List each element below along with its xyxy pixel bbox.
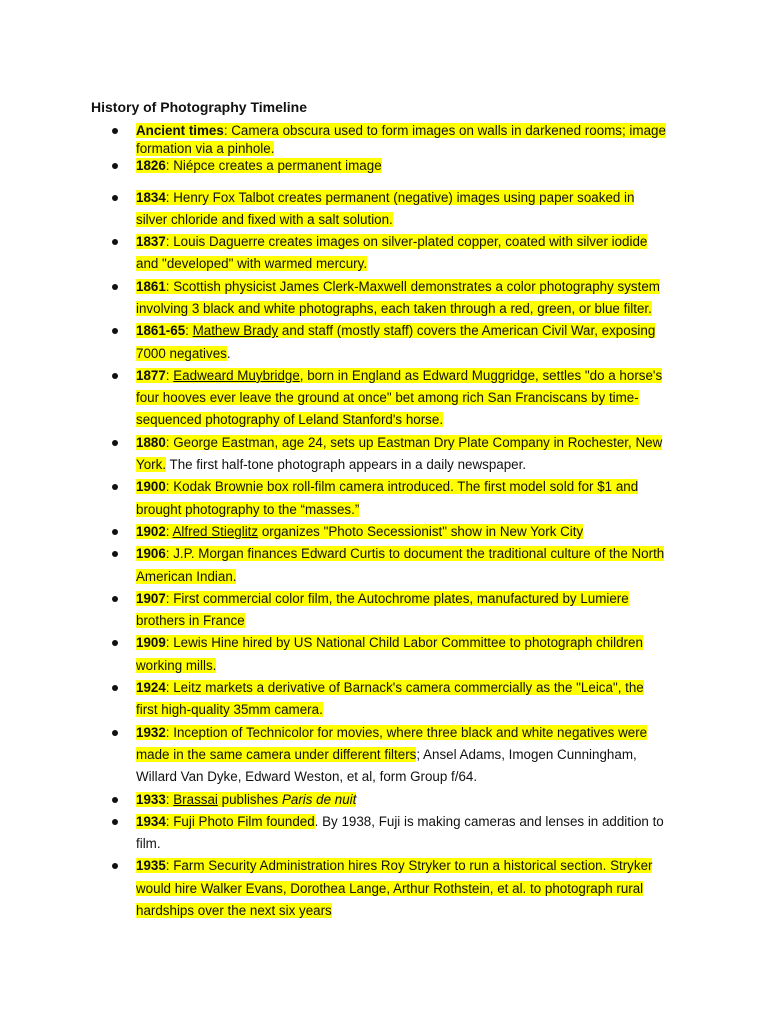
highlighted-text bbox=[136, 279, 660, 316]
bullet-icon bbox=[112, 596, 118, 602]
year-label: 1826 bbox=[136, 158, 166, 173]
entry-text: : Niépce creates a permanent image bbox=[165, 158, 382, 173]
timeline-item-1861-65 bbox=[0, 320, 666, 365]
entry-tail: . By 1938, Fuji is making cameras and lenses in addition to film. bbox=[136, 813, 664, 852]
entry-text: : First commercial color film, the Autochrome plates, manufactured by Lumiere brothers in France bbox=[136, 590, 629, 629]
year-label: 1861-65 bbox=[136, 323, 186, 339]
highlighted-text bbox=[136, 680, 644, 717]
timeline-item-1935 bbox=[0, 855, 666, 922]
bullet-icon bbox=[112, 239, 118, 245]
highlighted-text bbox=[136, 524, 583, 539]
highlighted-text bbox=[136, 190, 634, 227]
highlighted-text bbox=[136, 368, 662, 428]
timeline-list bbox=[0, 122, 768, 922]
highlighted-text bbox=[136, 546, 664, 583]
highlighted-text bbox=[136, 814, 315, 829]
timeline-item-1932 bbox=[0, 722, 666, 789]
bullet-icon bbox=[112, 730, 118, 736]
year-label: 1932 bbox=[136, 724, 166, 740]
year-label: 1935 bbox=[136, 858, 166, 874]
highlighted-text bbox=[136, 858, 652, 918]
entry-text: : J.P. Morgan finances Edward Curtis to document the traditional culture of the North American Indian. bbox=[136, 546, 665, 584]
timeline-item-1902 bbox=[0, 521, 666, 543]
bullet-icon bbox=[112, 484, 118, 490]
bullet-icon bbox=[112, 529, 118, 535]
year-label: 1861 bbox=[136, 278, 166, 294]
timeline-item-1924 bbox=[0, 677, 666, 722]
bullet-icon bbox=[112, 819, 118, 825]
entry-text: : Leitz markets a derivative of Barnack's camera commercially as the "Leica", the first high-quality 35mm camera. bbox=[136, 680, 644, 718]
timeline-item-1906 bbox=[0, 543, 666, 588]
entry-text: : bbox=[185, 323, 193, 339]
entry-text: : Inception of Technicolor for movies, where three black and white negatives were made in the same camera under different filters bbox=[136, 724, 648, 762]
timeline-item-1933 bbox=[0, 789, 666, 811]
bullet-icon bbox=[112, 373, 118, 379]
bullet-icon bbox=[112, 195, 118, 201]
person-link[interactable]: Mathew Brady bbox=[192, 323, 279, 339]
bullet-icon bbox=[112, 551, 118, 557]
entry-tail: . bbox=[226, 345, 231, 361]
entry-text-cont: , born in England as Edward Muggridge, settles "do a horse's four hooves ever leave the ground at once" bet among rich San Franciscans by time-sequenced photography of Leland Stanford's horse. bbox=[136, 367, 663, 428]
entry-text: : Scottish physicist James Clerk-Maxwell demonstrates a color photography system involving 3 black and white photographs, each taken through a red, green, or blue filter. bbox=[136, 278, 660, 316]
timeline-item-1880 bbox=[0, 432, 666, 477]
year-label: 1906 bbox=[136, 546, 166, 562]
timeline-item-1909 bbox=[0, 632, 666, 677]
highlighted-text bbox=[136, 234, 647, 271]
highlighted-text bbox=[136, 591, 629, 628]
bullet-icon bbox=[112, 863, 118, 869]
timeline-item-1826 bbox=[0, 157, 666, 175]
entry-text: : bbox=[165, 791, 174, 807]
entry-tail: ; Ansel Adams, Imogen Cunningham, Willard Van Dyke, Edward Weston, et al, form Group f/64. bbox=[136, 746, 637, 785]
person-link[interactable]: Alfred Stieglitz bbox=[172, 523, 259, 539]
entry-text: : Farm Security Administration hires Roy Stryker to run a historical section. Stryker would hire Walker Evans, Dorothea Lange, Arthur Rothstein, et al. to photograph rural hardships over the next six years bbox=[136, 858, 653, 918]
entry-text: : Louis Daguerre creates images on silver-plated copper, coated with silver iodide and "developed" with warmed mercury. bbox=[136, 234, 648, 272]
bullet-icon bbox=[112, 284, 118, 290]
highlighted-text bbox=[136, 323, 655, 360]
entry-text: : bbox=[165, 367, 174, 383]
book-title: Paris de nuit bbox=[281, 791, 357, 807]
year-label: 1877 bbox=[136, 367, 166, 383]
entry-tail: The first half-tone photograph appears in a daily newspaper. bbox=[166, 457, 527, 473]
entry-text: : Henry Fox Talbot creates permanent (negative) images using paper soaked in silver chloride and fixed with a salt solution. bbox=[136, 189, 635, 227]
year-label: 1837 bbox=[136, 234, 166, 250]
entry-text-cont: publishes bbox=[217, 791, 282, 807]
page-title: History of Photography Timeline bbox=[91, 99, 307, 115]
entry-text: : Kodak Brownie box roll-film camera introduced. The first model sold for $1 and brought photography to the “masses.” bbox=[136, 479, 639, 517]
bullet-icon bbox=[112, 685, 118, 691]
year-label: 1902 bbox=[136, 523, 166, 539]
bullet-icon bbox=[112, 328, 118, 334]
timeline-item-1834 bbox=[0, 187, 666, 232]
bullet-icon bbox=[112, 128, 118, 134]
entry-text: : Lewis Hine hired by US National Child Labor Committee to photograph children working mills. bbox=[136, 635, 643, 673]
entry-text: : George Eastman, age 24, sets up Eastman Dry Plate Company in Rochester, New York. bbox=[136, 434, 663, 473]
entry-text: : Camera obscura used to form images on walls in darkened rooms; image formation via a pinhole. bbox=[136, 123, 666, 156]
timeline-item-1877 bbox=[0, 365, 666, 432]
entry-text: : Fuji Photo Film founded bbox=[165, 813, 315, 829]
bullet-icon bbox=[112, 440, 118, 446]
year-label: 1933 bbox=[136, 791, 166, 807]
year-label: Ancient times bbox=[136, 123, 224, 138]
year-label: 1934 bbox=[136, 813, 166, 829]
year-label: 1909 bbox=[136, 635, 166, 651]
year-label: 1924 bbox=[136, 680, 166, 696]
year-label: 1834 bbox=[136, 189, 166, 205]
person-link[interactable]: Brassai bbox=[173, 791, 218, 807]
timeline-item-1900 bbox=[0, 476, 666, 521]
year-label: 1907 bbox=[136, 590, 166, 606]
highlighted-text bbox=[136, 479, 638, 516]
timeline-item-ancient-times bbox=[0, 122, 666, 157]
year-label: 1880 bbox=[136, 434, 166, 450]
timeline-item-1907 bbox=[0, 588, 666, 633]
bullet-icon bbox=[112, 163, 118, 169]
timeline-item-1934 bbox=[0, 811, 666, 856]
entry-text-cont: and staff (mostly staff) covers the American Civil War, exposing 7000 negatives bbox=[136, 323, 656, 361]
highlighted-text bbox=[136, 123, 666, 156]
highlighted-text bbox=[136, 792, 356, 807]
entry-text: : bbox=[165, 523, 173, 539]
entry-text-cont: organizes "Photo Secessionist" show in New York City bbox=[258, 523, 584, 539]
highlighted-text bbox=[136, 158, 382, 173]
highlighted-text bbox=[136, 635, 643, 672]
timeline-item-1861 bbox=[0, 276, 666, 321]
bullet-icon bbox=[112, 797, 118, 803]
person-link[interactable]: Eadweard Muybridge bbox=[173, 367, 300, 383]
bullet-icon bbox=[112, 640, 118, 646]
timeline-item-1837 bbox=[0, 231, 666, 276]
year-label: 1900 bbox=[136, 479, 166, 495]
